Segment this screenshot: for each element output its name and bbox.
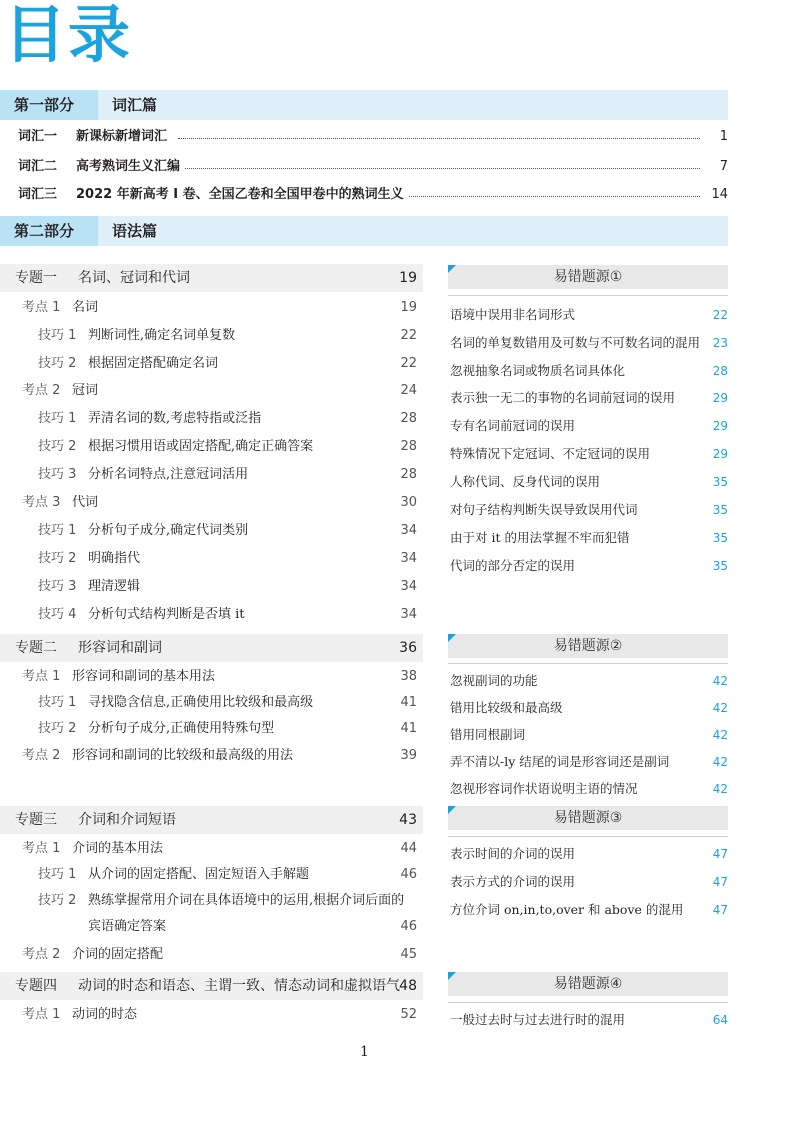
error-item[interactable] <box>450 360 728 382</box>
entry-page: 52 <box>400 1007 417 1022</box>
dot-leader <box>178 138 700 139</box>
entry-code: 词汇二 <box>18 159 58 174</box>
corner-triangle-icon <box>448 972 456 980</box>
entry-page: 22 <box>400 356 417 371</box>
error-item[interactable] <box>450 1009 728 1031</box>
part-name: 词汇篇 <box>112 96 158 114</box>
error-source-3-header[interactable] <box>448 806 728 830</box>
error-item-title: 由于对 it 的用法掌握不牢而犯错 <box>450 530 630 545</box>
entry-page: 24 <box>400 383 417 398</box>
error-item[interactable] <box>450 670 728 692</box>
error-item[interactable] <box>450 724 728 746</box>
entry-title: 冠词 <box>72 383 99 398</box>
entry-code: 技巧 1 <box>38 411 77 426</box>
entry-code: 考点 2 <box>22 383 61 398</box>
topic-code: 专题三 <box>15 812 57 828</box>
entry-title: 介词的固定搭配 <box>72 947 164 962</box>
entry-code: 考点 3 <box>22 495 61 510</box>
corner-triangle-icon <box>448 806 456 814</box>
error-item-page: 35 <box>712 531 728 545</box>
entry-page: 44 <box>400 841 417 856</box>
part-tag: 第一部分 <box>0 90 98 120</box>
entry-title: 分析句子成分,正确使用特殊句型 <box>88 721 275 736</box>
entry-page: 7 <box>716 156 728 178</box>
toc-entry[interactable] <box>0 692 423 714</box>
entry-page: 45 <box>400 947 417 962</box>
toc-entry[interactable] <box>0 548 423 570</box>
toc-entry-vocab-2[interactable] <box>18 156 728 178</box>
topic-title: 形容词和副词 <box>78 640 162 656</box>
entry-title: 代词 <box>72 495 99 510</box>
entry-page: 22 <box>400 328 417 343</box>
divider <box>448 1002 728 1003</box>
toc-entry-vocab-1[interactable] <box>18 126 728 148</box>
entry-code: 考点 1 <box>22 1007 61 1022</box>
error-item-page: 22 <box>712 308 728 322</box>
part-tag: 第二部分 <box>0 216 98 246</box>
entry-title: 介词的基本用法 <box>72 841 164 856</box>
toc-entry[interactable] <box>0 380 423 402</box>
entry-page: 1 <box>716 126 728 148</box>
entry-page: 38 <box>400 669 417 684</box>
error-item[interactable] <box>450 751 728 773</box>
error-item-title: 特殊情况下定冠词、不定冠词的误用 <box>450 446 651 461</box>
entry-code: 技巧 1 <box>38 523 77 538</box>
toc-entry[interactable] <box>0 718 423 740</box>
entry-page: 28 <box>400 467 417 482</box>
entry-page: 34 <box>400 523 417 538</box>
corner-triangle-icon <box>448 265 456 273</box>
entry-code: 考点 2 <box>22 947 61 962</box>
toc-entry[interactable] <box>0 838 423 860</box>
entry-code: 技巧 3 <box>38 467 77 482</box>
entry-code: 技巧 2 <box>38 439 77 454</box>
toc-entry[interactable] <box>0 1004 423 1026</box>
error-source-4-header[interactable] <box>448 972 728 996</box>
entry-code: 考点 1 <box>22 300 61 315</box>
entry-title: 根据固定搭配确定名词 <box>88 356 219 371</box>
error-item-title: 人称代词、反身代词的误用 <box>450 474 601 489</box>
entry-title: 形容词和副词的基本用法 <box>72 669 216 684</box>
entry-page: 46 <box>400 919 417 934</box>
toc-entry[interactable] <box>0 436 423 458</box>
topic-page: 36 <box>399 640 417 656</box>
toc-entry-continuation[interactable] <box>0 916 423 938</box>
entry-page: 46 <box>400 867 417 882</box>
toc-entry[interactable] <box>0 520 423 542</box>
dot-leader <box>178 168 700 169</box>
topic-1-header[interactable] <box>0 264 423 292</box>
topic-2-header[interactable] <box>0 634 423 662</box>
entry-page: 34 <box>400 551 417 566</box>
divider <box>448 295 728 296</box>
error-item[interactable] <box>450 499 728 521</box>
topic-page: 19 <box>399 270 417 286</box>
error-item-page: 42 <box>712 728 728 742</box>
topic-3-header[interactable] <box>0 806 423 834</box>
entry-title: 2022 年新高考 I 卷、全国乙卷和全国甲卷中的熟词生义 <box>76 184 408 206</box>
error-item-page: 42 <box>712 701 728 715</box>
error-item-title: 错用比较级和最高级 <box>450 700 563 715</box>
error-item-title: 名词的单复数错用及可数与不可数名词的混用 <box>450 335 701 350</box>
error-item[interactable] <box>450 843 728 865</box>
error-source-title: 易错题源① <box>553 269 623 285</box>
part-header-grammar <box>0 216 728 246</box>
entry-code: 技巧 1 <box>38 867 77 882</box>
topic-title: 动词的时态和语态、主谓一致、情态动词和虚拟语气 <box>78 978 400 994</box>
entry-title: 弄清名词的数,考虑特指或泛指 <box>88 411 262 426</box>
entry-title: 分析名词特点,注意冠词活用 <box>88 467 249 482</box>
toc-entry[interactable] <box>0 576 423 598</box>
toc-entry[interactable] <box>0 408 423 430</box>
entry-title: 从介词的固定搭配、固定短语入手解题 <box>88 867 310 882</box>
toc-entry[interactable] <box>0 297 423 319</box>
entry-page: 39 <box>400 748 417 763</box>
error-item-title: 忽视抽象名词或物质名词具体化 <box>450 363 626 378</box>
page-title: 目录 <box>4 0 133 71</box>
entry-code: 技巧 2 <box>38 356 77 371</box>
error-item-page: 29 <box>712 447 728 461</box>
divider <box>448 663 728 664</box>
entry-page: 30 <box>400 495 417 510</box>
error-item[interactable] <box>450 697 728 719</box>
toc-entry[interactable] <box>0 944 423 966</box>
error-item-title: 表示时间的介词的误用 <box>450 846 576 861</box>
entry-page: 41 <box>400 695 417 710</box>
error-item-title: 专有名词前冠词的误用 <box>450 418 576 433</box>
toc-entry[interactable] <box>0 890 423 912</box>
topic-title: 名词、冠词和代词 <box>78 270 190 286</box>
error-item[interactable] <box>450 387 728 409</box>
entry-code: 技巧 1 <box>38 328 77 343</box>
error-item[interactable] <box>450 304 728 326</box>
entry-page: 19 <box>400 300 417 315</box>
entry-code: 技巧 1 <box>38 695 77 710</box>
error-item-page: 42 <box>712 674 728 688</box>
error-item-title: 方位介词 on,in,to,over 和 above 的混用 <box>450 902 684 917</box>
entry-code: 考点 1 <box>22 669 61 684</box>
divider <box>448 836 728 837</box>
entry-title: 明确指代 <box>88 551 141 566</box>
error-item-page: 35 <box>712 475 728 489</box>
topic-page: 43 <box>399 812 417 828</box>
error-item[interactable] <box>450 871 728 893</box>
entry-code: 词汇三 <box>18 187 58 202</box>
corner-triangle-icon <box>448 634 456 642</box>
error-item-page: 47 <box>712 903 728 917</box>
entry-page: 14 <box>707 184 728 206</box>
part-name: 语法篇 <box>112 222 158 240</box>
topic-code: 专题一 <box>15 270 57 286</box>
entry-code: 考点 1 <box>22 841 61 856</box>
topic-code: 专题二 <box>15 640 57 656</box>
error-item-title: 忽视形容词作状语说明主语的情况 <box>450 781 638 796</box>
error-item[interactable] <box>450 415 728 437</box>
toc-entry-vocab-3[interactable] <box>18 184 728 206</box>
page-number: 1 <box>360 1044 369 1060</box>
error-item-title: 表示独一无二的事物的名词前冠词的误用 <box>450 390 676 405</box>
error-item-page: 42 <box>712 755 728 769</box>
entry-code: 词汇一 <box>18 129 58 144</box>
entry-code: 技巧 2 <box>38 893 77 908</box>
entry-code: 考点 2 <box>22 748 61 763</box>
entry-page: 34 <box>400 579 417 594</box>
entry-title: 熟练掌握常用介词在具体语境中的运用,根据介词后面的 <box>88 893 405 908</box>
error-item-page: 47 <box>712 847 728 861</box>
toc-entry[interactable] <box>0 492 423 514</box>
error-item[interactable] <box>450 555 728 577</box>
entry-title: 根据习惯用语或固定搭配,确定正确答案 <box>88 439 314 454</box>
error-item-page: 28 <box>712 364 728 378</box>
error-item[interactable] <box>450 778 728 800</box>
entry-page: 28 <box>400 439 417 454</box>
topic-page: 48 <box>399 978 417 994</box>
error-source-2-header[interactable] <box>448 634 728 658</box>
entry-page: 34 <box>400 607 417 622</box>
error-item-page: 35 <box>712 503 728 517</box>
error-item[interactable] <box>450 527 728 549</box>
entry-title: 寻找隐含信息,正确使用比较级和最高级 <box>88 695 314 710</box>
error-source-1-header[interactable] <box>448 265 728 289</box>
error-item-title: 忽视副词的功能 <box>450 673 538 688</box>
entry-title: 分析句子成分,确定代词类别 <box>88 523 249 538</box>
part-header-vocabulary <box>0 90 728 120</box>
entry-title: 形容词和副词的比较级和最高级的用法 <box>72 748 294 763</box>
entry-title: 高考熟词生义汇编 <box>76 156 184 178</box>
topic-title: 介词和介词短语 <box>78 812 176 828</box>
error-item-page: 23 <box>712 336 728 350</box>
entry-title: 名词 <box>72 300 99 315</box>
toc-entry[interactable] <box>0 666 423 688</box>
entry-title: 理清逻辑 <box>88 579 141 594</box>
entry-code: 技巧 2 <box>38 551 77 566</box>
toc-entry[interactable] <box>0 604 423 626</box>
entry-code: 技巧 4 <box>38 607 77 622</box>
entry-title: 新课标新增词汇 <box>76 126 171 148</box>
error-source-title: 易错题源④ <box>553 976 623 992</box>
error-source-title: 易错题源② <box>553 638 623 654</box>
error-item-page: 35 <box>712 559 728 573</box>
topic-code: 专题四 <box>15 978 57 994</box>
error-item-page: 47 <box>712 875 728 889</box>
error-item-title: 弄不清以-ly 结尾的词是形容词还是副词 <box>450 754 670 769</box>
entry-code: 技巧 2 <box>38 721 77 736</box>
error-item-page: 29 <box>712 391 728 405</box>
error-item[interactable] <box>450 443 728 465</box>
error-item-title: 对句子结构判断失误导致误用代词 <box>450 502 638 517</box>
error-item[interactable] <box>450 471 728 493</box>
toc-entry[interactable] <box>0 745 423 767</box>
error-item-page: 29 <box>712 419 728 433</box>
entry-title: 判断词性,确定名词单复数 <box>88 328 236 343</box>
entry-code: 技巧 3 <box>38 579 77 594</box>
toc-entry[interactable] <box>0 864 423 886</box>
error-item-title: 语境中误用非名词形式 <box>450 307 576 322</box>
entry-title-continuation: 宾语确定答案 <box>88 919 167 934</box>
error-source-title: 易错题源③ <box>553 810 623 826</box>
error-item-page: 64 <box>712 1013 728 1027</box>
entry-page: 41 <box>400 721 417 736</box>
toc-entry[interactable] <box>0 353 423 375</box>
error-item-title: 代词的部分否定的误用 <box>450 558 576 573</box>
toc-entry[interactable] <box>0 325 423 347</box>
error-item-title: 一般过去时与过去进行时的混用 <box>450 1012 626 1027</box>
topic-4-header[interactable] <box>0 972 423 1000</box>
entry-page: 28 <box>400 411 417 426</box>
error-item-title: 表示方式的介词的误用 <box>450 874 576 889</box>
error-item-page: 42 <box>712 782 728 796</box>
entry-title: 分析句式结构判断是否填 it <box>88 607 245 622</box>
toc-entry[interactable] <box>0 464 423 486</box>
entry-title: 动词的时态 <box>72 1007 138 1022</box>
error-item[interactable] <box>450 332 728 354</box>
error-item[interactable] <box>450 899 728 921</box>
error-item-title: 错用同根副词 <box>450 727 526 742</box>
